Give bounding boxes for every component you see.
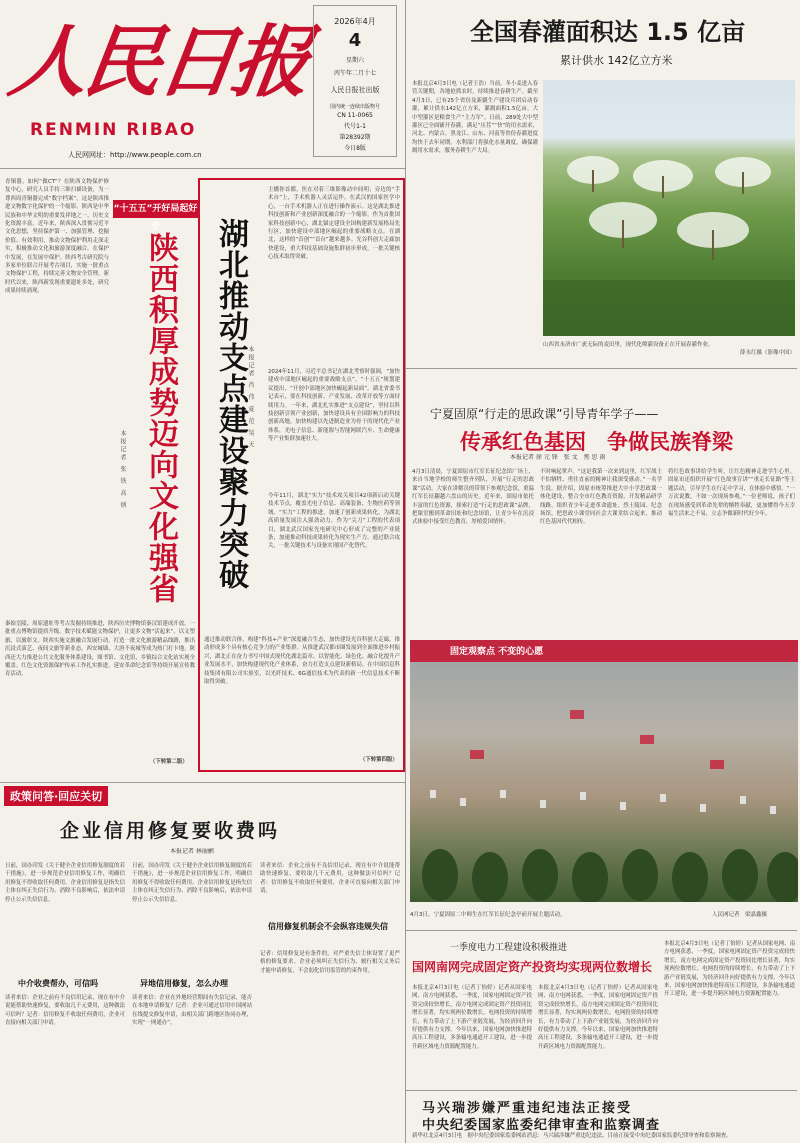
ningxia-photo-banner: 固定观察点 不变的心愿: [450, 647, 544, 657]
power-text-col1: 本报北京4月3日电（记者丁怡婷）记者从国家电网、南方电网获悉，一季度，国家电网固定资产投资完成较快增长，南方电网完成固定资产投资同比增长显著，均实现两位数增长。电网投资的持续增长，有力带动了上下游产业链发展，为经济回升向好提供有力支撑。今年以来，国家电网加快推进特高压工程建设，多条输电通道开工建设，进一步提升跨区域电力资源配置能力。: [412, 985, 532, 1050]
date-block: [313, 5, 397, 157]
newspaper-logo: 人民日报: [3, 17, 313, 108]
shaanxi-text-col1: 青铜器，如何“做CT”？在陕西文物保护修复中心，研究人员手持三维扫描设备，为一尊西周青铜器完成“数字档案”。这是陕西推进文物数字化保护的一个缩影。陕西是中华民族和中华文明的重要发祥地之一，历史文化资源丰富。近年来，陕西深入贯彻习近平文化思想，坚持保护第一、加强管理、挖掘价值、有效利用，推动文物保护利用走深走实，积极推动文化和旅游深度融合。在保护中发展，在发展中保护。陕西考古研究院与多家单位联合开展考古项目，实施一批重点文物保护工程，持续完善文物安全管理。新时代以来，陕西新发现重要遗址多处，研究成果持续涌现。: [5, 179, 109, 295]
hubei-continue: （下转第四版）: [360, 757, 398, 763]
issue-number: 第28392期: [339, 134, 371, 141]
shaanxi-continue: （下转第二版）: [150, 759, 188, 765]
ningxia-byline: 本报记者 徐 元 锋 张 文 焦 思 雨: [510, 454, 606, 461]
shaanxi-headline: 陕西积厚成势迈向文化强省: [143, 232, 178, 604]
credit-intro: 日前，国办印发《关于健全企业信用修复制度的若干措施》，进一步规范企业信用修复工作，明确信用修复不得收取任何费用。企业信用修复是指失信主体在纠正失信行为、消除不良影响后，依法申请停止公示失信信息。: [5, 863, 125, 903]
date-day: 4: [348, 30, 362, 51]
sprinkler-scene: [543, 80, 795, 336]
ningxia-text-col1: 4月3日清晨，宁夏固原市红军长征纪念馆广场上，来自当地学校的师生整齐列队，开展“行走的思政课”活动。大家在讲解员的带领下参观纪念馆，重温红军长征翻越六盘山的历史。近年来，固原市依托丰富的红色资源，探索打造“行走的思政课”品牌，把课堂搬到革命旧址和纪念场馆，让青少年在沉浸式体验中接受红色教育，厚植爱国情怀。: [412, 469, 534, 526]
power-text-col3: 本报北京4月3日电（记者丁怡婷）记者从国家电网、南方电网获悉，一季度，国家电网固定资产投资完成较快增长，南方电网完成固定资产投资同比增长显著，均实现两位数增长。电网投资的持续增长，有力带动了上下游产业链发展，为经济回升向好提供有力支撑。今年以来，国家电网加快推进特高压工程建设，多条输电通道开工建设，进一步提升跨区域电力资源配置能力。: [664, 941, 795, 998]
ningxia-photo-credit: 人民网记者 梁嘉鑫摄: [712, 912, 768, 918]
logo-pinyin: RENMIN RIBAO: [30, 120, 197, 140]
shaanxi-banner-text: “十五五”开好局起好步: [113, 204, 198, 232]
ningxia-kicker: 宁夏固原“行走的思政课”引导青年学子——: [430, 407, 659, 421]
ningxia-headline: 传承红色基因 争做民族脊梁: [460, 430, 733, 454]
credit-question-1: 中介收费帮办，可信吗: [18, 979, 98, 988]
hubei-text-col4: 通过推动联合体，构建“科技+产业”深度融合生态，加快建设光谷科创大走廊，推动形成多个具有核心竞争力的产业集群。从推进武汉都市圈发展到全面推进乡村振兴，湖北正在奋力书写中国式现代化湖北篇章。以智能化、绿色化、融合化提升产业发展水平，加快构建现代化产业体系，奋力打造支点建设新格局。在中国信息科技集团有限公司实验室，以光纤技术、6G通信技术为代表的新一代信息技术不断取得突破。: [204, 637, 400, 686]
irrigation-photo-caption: 山西省永济市广袤无际的麦田里，现代化喷灌设备正在开展春灌作业。: [543, 342, 714, 348]
credit-mid-text: 日前，国办印发《关于健全企业信用修复制度的若干措施》，进一步规范企业信用修复工作，明确信用修复不得收取任何费用。企业信用修复是指失信主体在纠正失信行为、消除不良影响后，依法申请停止公示失信信息。: [132, 863, 252, 903]
weekday: 星期六: [345, 57, 364, 64]
date-year-month: 2026年4月: [334, 17, 376, 26]
credit-question-3: 信用修复机制会不会纵容违规失信: [268, 922, 388, 931]
hubei-text-col1: 主播你首都，医在对着三维影像动中间明；旁边的“手术台”上，手术机器人灵活运作。在武汉的国家医学中心，一台手术机器人正在进行操作演示。这是湖北推进科技创新和产业创新深度融合的一个缩影。作为首批国家科技创新中心，湖北锚定建设全国构建新发展格局先行区，加快建设中部地区崛起的重要战略支点。在湖北，这样的“首创”“首台”越来越多。光谷科创大走廊加快建设，重大科技基础设施集群初步形成，一批关键核心技术取得突破。: [268, 187, 400, 261]
ningxia-text-col3: 将红色故事讲给学生听，让红色精神走进学生心里。固原市还组织开展“红色故事宣讲”“重走长征路”等主题活动，引导学生在行走中学习，在体验中感悟。“一万次说教，不如一次现场参观。”一位老师说，孩子们在现场感受到革命先辈的牺牲奉献，更加懂得今天幸福生活来之不易，立志争做新时代好少年。: [668, 469, 795, 518]
power-kicker: 一季度电力工程建设积极推进: [450, 943, 568, 953]
ningxia-photo-caption: 4月3日，宁夏固原二中师生在红军长征纪念亭前开展主题活动。: [410, 912, 566, 918]
credit-right-text: 读者来信：企业之前有不良信用记录，现在有中介说能帮助快速修复，要收取几千元费用，这种做法可信吗？记者：信用修复不收取任何费用，企业可直接向相关部门申请。: [260, 863, 400, 895]
publisher: 人民日报社出版: [330, 86, 380, 94]
shaanxi-byline: 本报记者 张 铁 高 炳: [119, 430, 126, 510]
irrigation-photo-credit: 薛永红摄（影像中国）: [740, 350, 796, 356]
website-url: 人民网网址：http://www.people.com.cn: [68, 151, 202, 159]
hubei-text-col3: 今年11月，湖北“实力”技术攻关项目42项新启动关键技术节点，覆盖光电子信息、高端装备、生物医药等领域。“实力”工程的推进，加速了创新成果转化，为湖北高质量发展注入强劲动力。作为“尖刀”工程的代表项目，湖北武汉国家光电研究中心形成了完整的产业链条，加速推动科技成果转化为现实生产力。通过联合攻关，一批关键技术与设备实现国产化替代。: [268, 493, 400, 550]
lunar-date: 丙午年二月十七: [333, 70, 376, 77]
ningxia-photo: [410, 640, 798, 902]
power-text-col2: 本报北京4月3日电（记者丁怡婷）记者从国家电网、南方电网获悉，一季度，国家电网固定资产投资完成较快增长，南方电网完成固定资产投资同比增长显著，均实现两位数增长。电网投资的持续增长，有力带动了上下游产业链发展，为经济回升向好提供有力支撑。今年以来，国家电网加快推进特高压工程建设，多条输电通道开工建设，进一步提升跨区域电力资源配置能力。: [538, 985, 658, 1050]
cn-code: CN 11-0065: [337, 112, 373, 119]
spring-irrigation-subtitle: 累计供水 142亿立方米: [560, 54, 673, 67]
page-count: 今日8版: [344, 145, 366, 152]
shaanxi-text-col2: 秦始皇陵、周原遗址等考古发掘持续推进，陕西历史博物馆秦汉馆建成开放，一批重点博物馆提质升级。数字技术赋能文物保护，让更多文物“活起来”。以文塑旅、以旅彰文。陕西实施文旅融合发展行动，打造一批文化旅游精品线路，推出沉浸式演艺、夜间文旅等新业态。西安城墙、大唐不夜城等成为热门打卡地。陕西还大力推进公共文化服务体系建设，图书馆、文化馆、乡镇综合文化站实现全覆盖。红色文化资源保护传承工作扎实推进，延安革命纪念馆等持续开展宣传教育活动。: [5, 621, 195, 678]
credit-answer-3: 记者：信用修复是有条件的，对严重失信主体设置了更严格的修复要求。企业必须纠正失信行为、履行相关义务后才能申请修复，不会弱化信用监管的约束作用。: [260, 951, 400, 974]
credit-section-banner: 政策问答·回应关切: [4, 786, 108, 806]
hubei-headline: 湖北推动支点建设聚力突破: [213, 218, 248, 590]
credit-headline: 企业信用修复要收费吗: [60, 820, 281, 842]
postal-code: 代号1-1: [344, 123, 366, 130]
hubei-text-col2: 2024年11月，习近平总书记在湖北考察时强调，“加快建成中部地区崛起的重要战略支点”。“十五五”规划建议提出，“开创中部地区加快崛起新局面”。湖北省委书记表示，要在科技创新、产业发展、改革开放等方面持续用力。一年来，湖北扎实推进“支点建设”，坚持以科技创新引领产业创新，加快建设具有全国影响力的科技创新高地。加快构建以先进制造业为骨干的现代化产业体系，光电子信息、新能源与智能网联汽车、生命健康等产业集群加速壮大。: [268, 369, 400, 443]
spring-irrigation-text-col1: 本报北京4月3日电（记者王浩）当前，冬小麦进入春管关键期，各地抢抓农时，持续推进春耕生产。截至4月3日，已有25个省份及新疆生产建设兵团启动春灌，累计供水142亿立方米，灌溉面积1.5亿亩。大中型灌区是粮食生产“主力军”。日前，289处大中型灌区已全面铺开春灌，满足“压茬”“快”的用水需求，河北、内蒙古、黑龙江、山东、河南等省份春灌进度均快于去年同期。水利部门将强化水量调度，确保灌溉用水需求，服务春耕生产大局。: [412, 81, 538, 155]
credit-answer-1: 读者来信：企业之前有不良信用记录，现在有中介说能帮助快速修复，要收取几千元费用，这种做法可信吗？记者：信用修复不收取任何费用，企业可直接向相关部门申请。: [5, 995, 125, 1027]
discipline-text: 新华社北京4月3日电 据中央纪委国家监委网站消息：马兴瑞涉嫌严重违纪违法，目前正接受中央纪委国家监委纪律审查和监察调查。: [412, 1133, 732, 1139]
credit-question-2: 异地信用修复，怎么办理: [140, 979, 228, 988]
power-headline: 国网南网完成固定资产投资均实现两位数增长: [412, 960, 653, 974]
discipline-headline-line1: 马兴瑞涉嫌严重违纪违法正接受: [422, 1101, 633, 1116]
spring-irrigation-headline: 全国春灌面积达 1.5 亿亩: [469, 18, 746, 46]
hubei-byline: 本报记者 肖 伟 夏 范 昊 天: [247, 346, 254, 450]
discipline-headline-line2: 中央纪委国家监委纪律审查和监察调查: [422, 1118, 661, 1133]
cn-code-label: 国内统一连续出版物号: [329, 104, 380, 110]
shaanxi-banner: [113, 200, 198, 232]
credit-answer-2: 读者来信：企业在外地经营期间有失信记录，能否在本地申请修复？记者：企业可通过信用中国网站在线提交修复申请，由相关部门跨地区协同办理，实现“一网通办”。: [132, 995, 252, 1027]
ningxia-photo-scene: [410, 640, 798, 902]
credit-byline: 本报记者 林丽鹂: [170, 848, 214, 855]
irrigation-photo: [543, 80, 795, 336]
ningxia-text-col2: 不时响起掌声。“这是我第一次来到这里，红军战士不怕牺牲、勇往直前的精神让我深受感动。”一名学生说。据介绍，固原市统筹推进大中小学思政课一体化建设，整合全市红色教育资源，开发精品研学线路，组织青少年走进革命遗址、烈士陵园、纪念场馆，把思政小课堂同社会大课堂结合起来，推动红色基因代代相传。: [540, 469, 662, 526]
